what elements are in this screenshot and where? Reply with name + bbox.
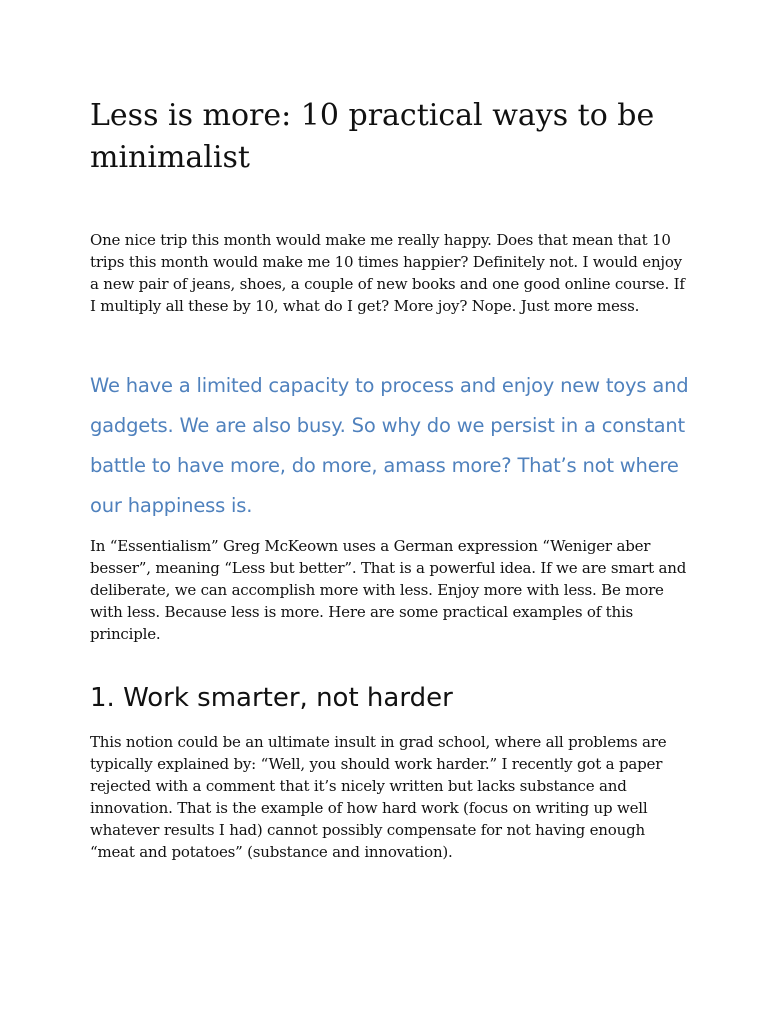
document-title: Less is more: 10 practical ways to be minimalist: [90, 98, 655, 175]
section-heading: 1. Work smarter, not harder: [90, 683, 453, 713]
essentialism-paragraph: In “Essentialism” Greg McKeown uses a German expression “Weniger aber besser”, meaning “Less but better”. That is a powerful idea. If we are smart and deliberate, we can accomplish more with less. Enjoy more with less. Be more with less. Because less is more. Here are some practical examples of this principle.: [90, 537, 687, 643]
pull-quote: We have a limited capacity to process and enjoy new toys and gadgets. We are also busy. So why do we persist in a constant battle to have more, do more, amass more? That’s not where our happiness is.: [90, 374, 689, 517]
intro-paragraph: One nice trip this month would make me really happy. Does that mean that 10 trips this month would make me 10 times happier? Definitely not. I would enjoy a new pair of jeans, shoes, a couple of new books and one good online course. If I multiply all these by 10, what do I get? More joy? Nope. Just more mess.: [90, 231, 685, 315]
section-body-paragraph: This notion could be an ultimate insult in grad school, where all problems are typically explained by: “Well, you should work harder.” I recently got a paper rejected with a comment that it’s nicely written but lacks substance and innovation. That is the example of how hard work (focus on writing up well whatever results I had) cannot possibly compensate for not having enough “meat and potatoes” (substance and innovation).: [90, 733, 667, 861]
